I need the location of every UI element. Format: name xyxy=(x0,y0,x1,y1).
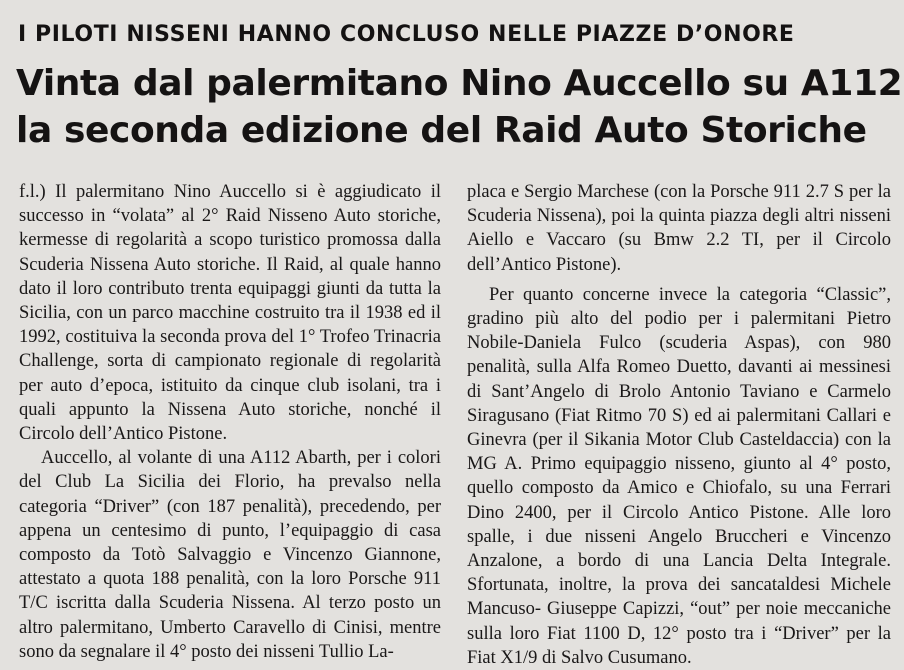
headline-line-1: Vinta dal palermitano Nino Auccello su A112 xyxy=(16,63,903,104)
paragraph-4: Per quanto concerne invece la categoria “Classic”, gradino più alto del podio per i palermitani Pietro Nobile-Daniela Fulco (scuderia Aspas), con 980 penalità, sulla Alfa Romeo Duetto, davanti ai messinesi di Sant’Angelo di Brolo Antonio Taviano e Carmelo Siragusano (Fiat Ritmo 70 S) ed ai palermitani Callari e Ginevra (per il Sikania Motor Club Casteldaccia) con la MG A. Primo equipaggio nisseno, giunto al 4° posto, quello composto da Amico e Chiofalo, su una Ferrari Dino 2400, per il Circolo Antico Pistone. Alle loro spalle, i due nisseni Angelo Bruccheri e Vincenzo Anzalone, a bordo di una Lancia Delta Integrale. Sfortunata, inoltre, la prova dei sancataldesi Michele Mancuso- Giuseppe Capizzi, “out” per noie meccaniche sulla loro Fiat 1100 D, 12° posto tra i “Driver” per la Fiat X1/9 di Salvo Cusumano. xyxy=(467,284,891,668)
paragraph-2: Auccello, al volante di una A112 Abarth, per i colori del Club La Sicilia dei Florio, ha prevalso nella categoria “Driver” (con 187 penalità), precedendo, per appena un centesimo di punto, l’equipaggio di casa composto da Totò Salvaggio e Vincenzo Giannone, attestato a quota 188 penalità, con la loro Porsche 911 T/C iscritta dalla Scuderia Nissena. Al terzo posto un altro palermitano, Umberto Caravello di Cinisi, mentre sono da segnalare il 4° posto dei nisseni Tullio La- xyxy=(19,448,441,662)
paragraph-1: f.l.) Il palermitano Nino Auccello si è aggiudicato il successo in “volata” al 2° Raid Nisseno Auto storiche, kermesse di regolarità a scopo turistico promossa dalla Scuderia Nissena Auto storiche. Il Raid, al quale hanno dato il loro contributo trenta equipaggi giunti da tutta la Sicilia, con un parco macchine costruito tra il 1938 ed il 1992, costituiva la seconda prova del 1° Trofeo Trinacria Challenge, sorta di campionato regionale di regolarità per auto d’epoca, istituito da cinque club isolani, tra i quali appunto la Nissena Auto storiche, nonché il Circolo dell’Antico Pistone. xyxy=(19,182,441,445)
article-column-2 xyxy=(467,180,891,670)
paragraph-3: placa e Sergio Marchese (con la Porsche 911 2.7 S per la Scuderia Nissena), poi la quinta piazza degli altri nisseni Aiello e Vaccaro (su Bmw 2.2 TI, per il Circolo dell’Antico Pistone). xyxy=(467,182,891,275)
article-headline xyxy=(16,60,902,154)
article-kicker: I PILOTI NISSENI HANNO CONCLUSO NELLE PIAZZE D’ONORE xyxy=(18,22,795,47)
article-column-1 xyxy=(19,180,441,664)
headline-line-2: la seconda edizione del Raid Auto Storiche xyxy=(16,110,867,151)
